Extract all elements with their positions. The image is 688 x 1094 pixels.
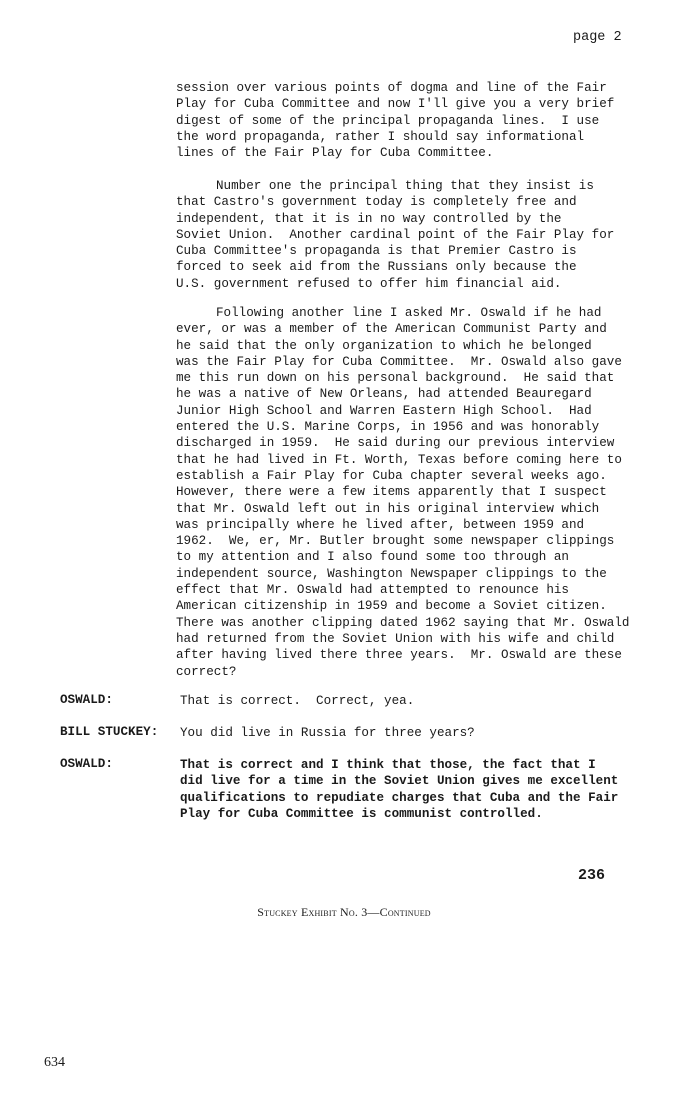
stamp-number: 236	[578, 867, 606, 884]
text-line: that Castro's government today is completely free and	[176, 195, 577, 210]
text-line: me this run down on his personal background. He said that	[176, 371, 615, 386]
text-line: digest of some of the principal propaganda lines. I use	[176, 113, 600, 128]
text-line: Number one the principal thing that they insist is	[216, 179, 594, 193]
text-line: he said that the only organization to which he belonged	[176, 338, 592, 353]
text-line: correct?	[176, 664, 237, 679]
page-label: page 2	[573, 30, 622, 45]
footer-page-number: 634	[44, 1055, 65, 1070]
text-line: Following another line I asked Mr. Oswald if he had	[216, 306, 602, 320]
text-line: American citizenship in 1959 and become a Soviet citizen.	[176, 599, 607, 614]
text-line: That is correct and I think that those, the fact that I	[180, 758, 596, 772]
text-line: that he had lived in Ft. Worth, Texas before coming here to	[176, 452, 622, 467]
text-line: Soviet Union. Another cardinal point of the Fair Play for	[176, 227, 615, 242]
text-line: ever, or was a member of the American Communist Party and	[176, 322, 607, 337]
text-line: Cuba Committee's propaganda is that Premier Castro is	[176, 244, 577, 259]
text-line: after having lived there three years. Mr. Oswald are these	[176, 648, 622, 663]
text-line: Junior High School and Warren Eastern High School. Had	[176, 403, 592, 418]
text-line: U.S. government refused to offer him financial aid.	[176, 276, 562, 291]
exhibit-caption-text: Stuckey Exhibit No. 3—Continued	[257, 905, 431, 919]
speech-text	[180, 725, 660, 741]
text-line: effect that Mr. Oswald had attempted to renounce his	[176, 583, 569, 598]
text-line: that Mr. Oswald left out in his original interview which	[176, 501, 600, 516]
text-line: to my attention and I also found some too through an	[176, 550, 569, 565]
speaker-label: OSWALD:	[60, 757, 113, 771]
text-line: session over various points of dogma and line of the Fair	[176, 81, 607, 95]
text-line: However, there were a few items apparently that I suspect	[176, 485, 607, 500]
text-line: forced to seek aid from the Russians only because the	[176, 260, 577, 275]
text-line: was the Fair Play for Cuba Committee. Mr. Oswald also gave	[176, 354, 622, 369]
text-line: was principally where he lived after, between 1959 and	[176, 517, 585, 532]
text-line: had returned from the Soviet Union with his wife and child	[176, 631, 615, 646]
text-line: That is correct. Correct, yea.	[180, 694, 415, 708]
paragraph-propaganda-points	[176, 178, 666, 292]
paragraph-background	[176, 305, 666, 680]
exhibit-caption	[0, 905, 688, 920]
text-line: did live for a time in the Soviet Union gives me excellent	[180, 774, 619, 789]
speaker-label: BILL STUCKEY:	[60, 725, 159, 739]
text-line: lines of the Fair Play for Cuba Committee.	[176, 146, 494, 161]
speaker-label: OSWALD:	[60, 693, 113, 707]
text-line: discharged in 1959. He said during our previous interview	[176, 436, 615, 451]
speech-text	[180, 757, 660, 822]
speech-text	[180, 693, 660, 709]
text-line: entered the U.S. Marine Corps, in 1956 and was honorably	[176, 420, 600, 435]
text-line: the word propaganda, rather I should say informational	[176, 129, 585, 144]
text-line: qualifications to repudiate charges that Cuba and the Fair	[180, 790, 619, 805]
text-line: independent source, Washington Newspaper clippings to the	[176, 566, 607, 581]
paragraph-intro	[176, 80, 666, 161]
text-line: independent, that it is in no way controlled by the	[176, 211, 562, 226]
text-line: Play for Cuba Committee is communist controlled.	[180, 806, 543, 821]
text-line: Play for Cuba Committee and now I'll give you a very brief	[176, 97, 615, 112]
text-line: 1962. We, er, Mr. Butler brought some newspaper clippings	[176, 534, 615, 549]
text-line: You did live in Russia for three years?	[180, 726, 475, 740]
text-line: There was another clipping dated 1962 saying that Mr. Oswald	[176, 615, 630, 630]
text-line: establish a Fair Play for Cuba chapter several weeks ago.	[176, 468, 607, 483]
text-line: he was a native of New Orleans, had attended Beauregard	[176, 387, 592, 402]
